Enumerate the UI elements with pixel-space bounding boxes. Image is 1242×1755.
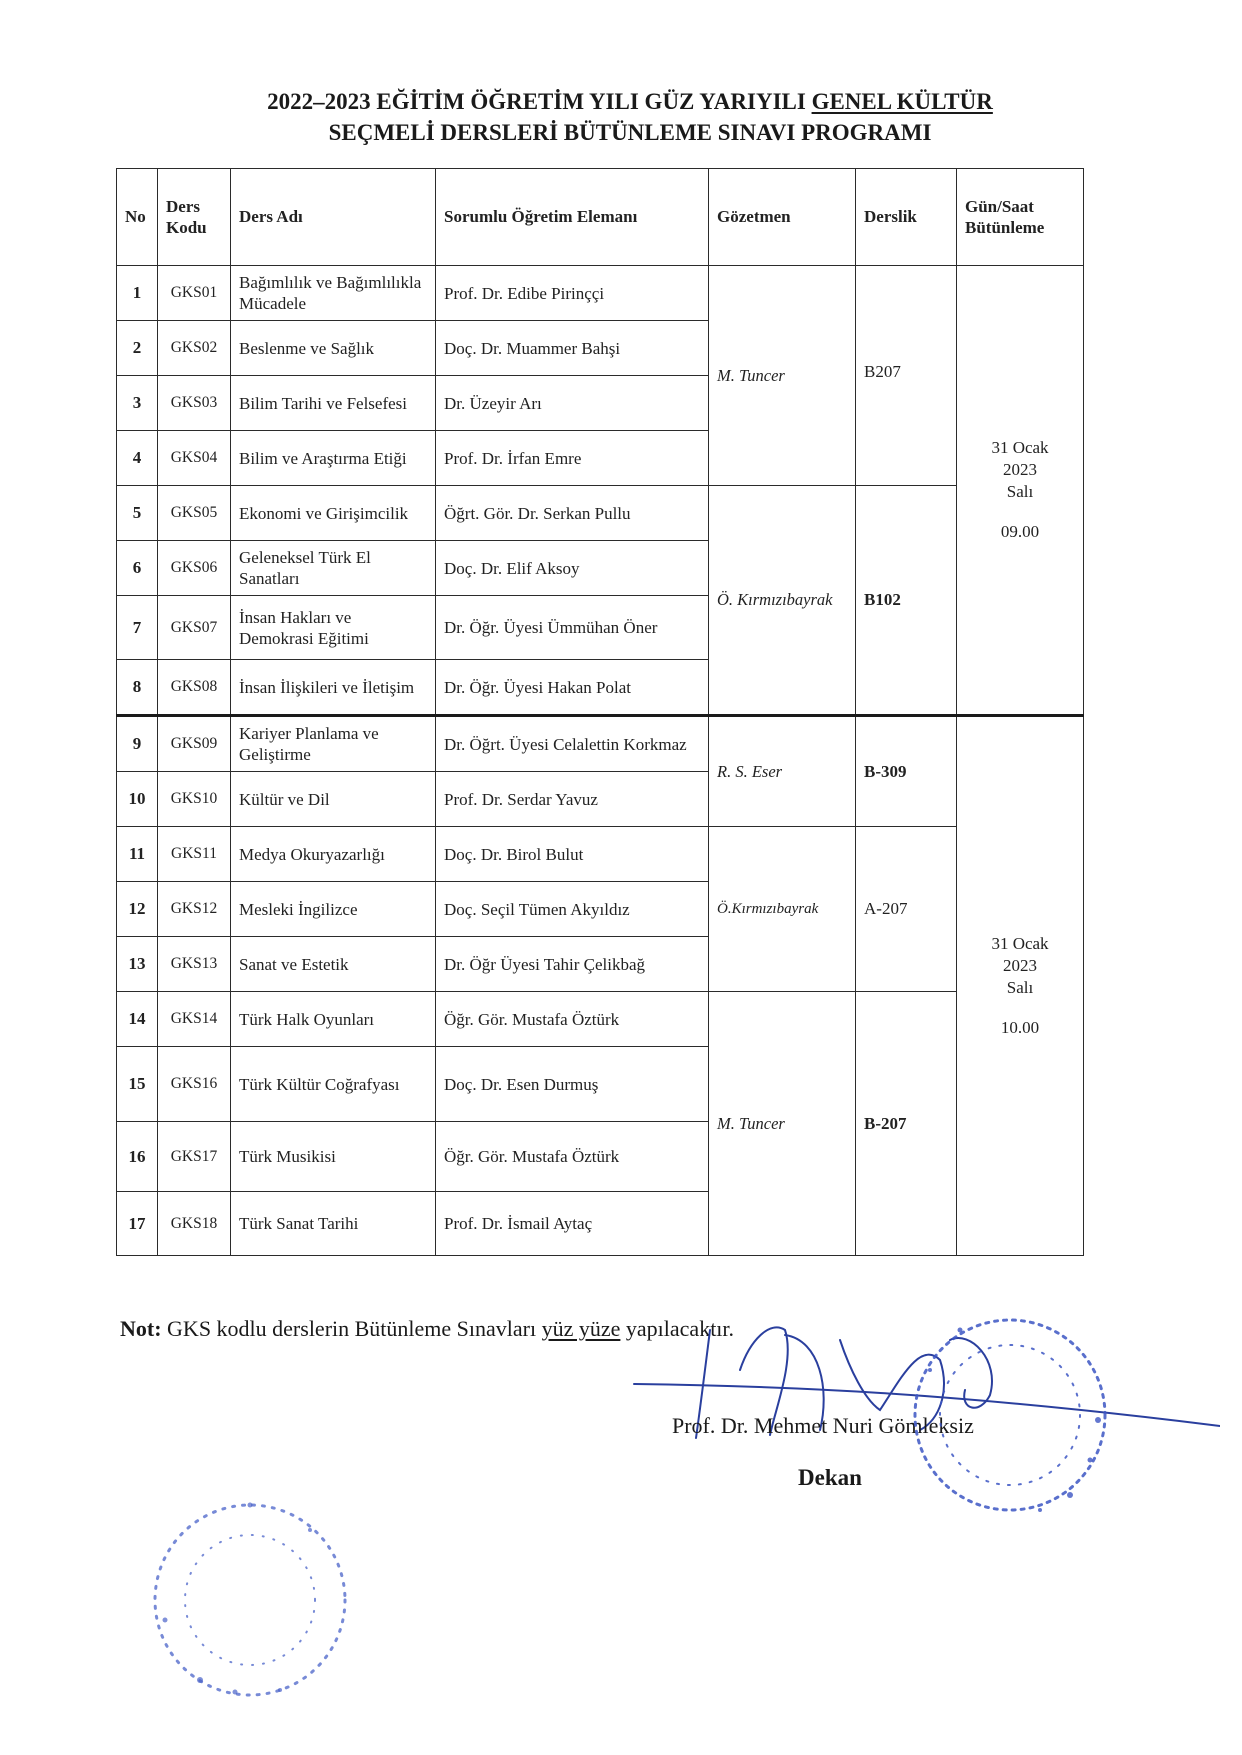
cell-responsible: Öğr. Gör. Mustafa Öztürk: [436, 1122, 709, 1192]
cell-responsible: Doç. Dr. Esen Durmuş: [436, 1047, 709, 1122]
cell-responsible: Dr. Öğr Üyesi Tahir Çelikbağ: [436, 937, 709, 992]
cell-no: 1: [117, 266, 158, 321]
note-label: Not:: [120, 1316, 162, 1341]
header-date: [957, 169, 1084, 266]
date-day: 31 Ocak: [991, 934, 1049, 953]
cell-name: Türk Kültür Coğrafyası: [231, 1047, 436, 1122]
cell-date-2: [957, 716, 1084, 1256]
header-invigilator: Gözetmen: [709, 169, 856, 266]
header-responsible: Sorumlu Öğretim Elemanı: [436, 169, 709, 266]
cell-no: 12: [117, 882, 158, 937]
date-year: 2023: [1003, 460, 1037, 479]
cell-no: 5: [117, 486, 158, 541]
cell-code: GKS09: [158, 716, 231, 772]
cell-name: İnsan Hakları ve Demokrasi Eğitimi: [231, 596, 436, 660]
note-underlined: yüz yüze: [541, 1316, 621, 1341]
table-header-row: [117, 169, 1084, 266]
cell-code: GKS06: [158, 541, 231, 596]
cell-no: 2: [117, 321, 158, 376]
signatory-title: Dekan: [798, 1465, 862, 1490]
header-code: [158, 169, 231, 266]
cell-code: GKS03: [158, 376, 231, 431]
cell-invigilator: R. S. Eser: [709, 716, 856, 827]
table-row: [117, 716, 1084, 772]
cell-no: 8: [117, 660, 158, 716]
cell-responsible: Dr. Öğr. Üyesi Hakan Polat: [436, 660, 709, 716]
cell-code: GKS10: [158, 772, 231, 827]
cell-responsible: Dr. Öğrt. Üyesi Celalettin Korkmaz: [436, 716, 709, 772]
note-text: GKS kodlu derslerin Bütünleme Sınavları: [161, 1316, 542, 1341]
document-title: [140, 86, 1120, 148]
title-line-1: [140, 86, 1120, 117]
table-row: [117, 827, 1084, 882]
cell-code: GKS05: [158, 486, 231, 541]
date-block-2: [991, 933, 1048, 1039]
cell-no: 13: [117, 937, 158, 992]
cell-code: GKS14: [158, 992, 231, 1047]
cell-responsible: Doç. Dr. Birol Bulut: [436, 827, 709, 882]
cell-name: Türk Halk Oyunları: [231, 992, 436, 1047]
cell-name: Türk Musikisi: [231, 1122, 436, 1192]
date-weekday: Salı: [1006, 482, 1034, 501]
cell-no: 11: [117, 827, 158, 882]
cell-responsible: Prof. Dr. Serdar Yavuz: [436, 772, 709, 827]
date-day: 31 Ocak: [991, 438, 1049, 457]
cell-invigilator: M. Tuncer: [709, 266, 856, 486]
title-prefix: 2022–2023 EĞİTİM ÖĞRETİM YILI GÜZ YARIYILI: [267, 89, 812, 114]
cell-room: [856, 266, 957, 486]
cell-name: İnsan İlişkileri ve İletişim: [231, 660, 436, 716]
cell-responsible: Doç. Seçil Tümen Akyıldız: [436, 882, 709, 937]
date-year: 2023: [1003, 956, 1037, 975]
cell-code: GKS01: [158, 266, 231, 321]
cell-name: Bilim Tarihi ve Felsefesi: [231, 376, 436, 431]
header-room: Derslik: [856, 169, 957, 266]
cell-no: 7: [117, 596, 158, 660]
title-underlined: GENEL KÜLTÜR: [811, 89, 993, 114]
exam-schedule-table: [116, 168, 1084, 1256]
cell-date-1: [957, 266, 1084, 716]
cell-no: 6: [117, 541, 158, 596]
cell-responsible: Doç. Dr. Muammer Bahşi: [436, 321, 709, 376]
cell-name: Bağımlılık ve Bağımlılıkla Mücadele: [231, 266, 436, 321]
room-label: B207: [864, 362, 901, 381]
cell-responsible: Öğr. Gör. Mustafa Öztürk: [436, 992, 709, 1047]
cell-no: 4: [117, 431, 158, 486]
header-no: No: [117, 169, 158, 266]
cell-responsible: Prof. Dr. İrfan Emre: [436, 431, 709, 486]
cell-code: GKS08: [158, 660, 231, 716]
cell-no: 10: [117, 772, 158, 827]
cell-name: Geleneksel Türk El Sanatları: [231, 541, 436, 596]
cell-code: GKS16: [158, 1047, 231, 1122]
table-row: [117, 992, 1084, 1047]
cell-code: GKS18: [158, 1192, 231, 1256]
cell-no: 14: [117, 992, 158, 1047]
cell-no: 3: [117, 376, 158, 431]
cell-responsible: Dr. Üzeyir Arı: [436, 376, 709, 431]
signatory-name: Prof. Dr. Mehmet Nuri Gömleksiz: [672, 1413, 974, 1438]
date-time: 09.00: [1000, 522, 1040, 541]
cell-no: 15: [117, 1047, 158, 1122]
cell-code: GKS07: [158, 596, 231, 660]
cell-name: Kariyer Planlama ve Geliştirme: [231, 716, 436, 772]
cell-room: B-309: [856, 716, 957, 827]
cell-responsible: Dr. Öğr. Üyesi Ümmühan Öner: [436, 596, 709, 660]
cell-room: B102: [856, 486, 957, 716]
note-text-end: yapılacaktır.: [620, 1316, 735, 1341]
cell-invigilator: Ö.Kırmızıbayrak: [709, 827, 856, 992]
cell-name: Türk Sanat Tarihi: [231, 1192, 436, 1256]
cell-no: 16: [117, 1122, 158, 1192]
cell-invigilator: M. Tuncer: [709, 992, 856, 1256]
cell-responsible: Doç. Dr. Elif Aksoy: [436, 541, 709, 596]
cell-name: Mesleki İngilizce: [231, 882, 436, 937]
cell-code: GKS13: [158, 937, 231, 992]
header-date-text: Gün/Saat Bütünleme: [965, 197, 1045, 237]
cell-room: A-207: [856, 827, 957, 992]
seal-stamp-icon: [140, 1490, 360, 1710]
date-time: 10.00: [1000, 1018, 1040, 1037]
cell-name: Ekonomi ve Girişimcilik: [231, 486, 436, 541]
cell-code: GKS04: [158, 431, 231, 486]
table-row: [117, 486, 1084, 541]
cell-name: Sanat ve Estetik: [231, 937, 436, 992]
cell-code: GKS02: [158, 321, 231, 376]
cell-name: Medya Okuryazarlığı: [231, 827, 436, 882]
official-stamp-icon: [900, 1300, 1120, 1530]
title-line-2: SEÇMELİ DERSLERİ BÜTÜNLEME SINAVI PROGRAMI: [328, 120, 932, 145]
date-weekday: Salı: [1006, 978, 1034, 997]
cell-code: GKS11: [158, 827, 231, 882]
cell-responsible: Öğrt. Gör. Dr. Serkan Pullu: [436, 486, 709, 541]
cell-name: Kültür ve Dil: [231, 772, 436, 827]
header-name: Ders Adı: [231, 169, 436, 266]
cell-invigilator: Ö. Kırmızıbayrak: [709, 486, 856, 716]
cell-name: Bilim ve Araştırma Etiği: [231, 431, 436, 486]
header-code-text: Ders Kodu: [166, 197, 207, 237]
cell-responsible: Prof. Dr. İsmail Aytaç: [436, 1192, 709, 1256]
cell-no: 9: [117, 716, 158, 772]
cell-responsible: Prof. Dr. Edibe Pirinççi: [436, 266, 709, 321]
cell-name: Beslenme ve Sağlık: [231, 321, 436, 376]
cell-room: B-207: [856, 992, 957, 1256]
cell-no: 17: [117, 1192, 158, 1256]
table-row: [117, 266, 1084, 321]
date-block-1: [991, 437, 1048, 543]
cell-code: GKS17: [158, 1122, 231, 1192]
cell-code: GKS12: [158, 882, 231, 937]
